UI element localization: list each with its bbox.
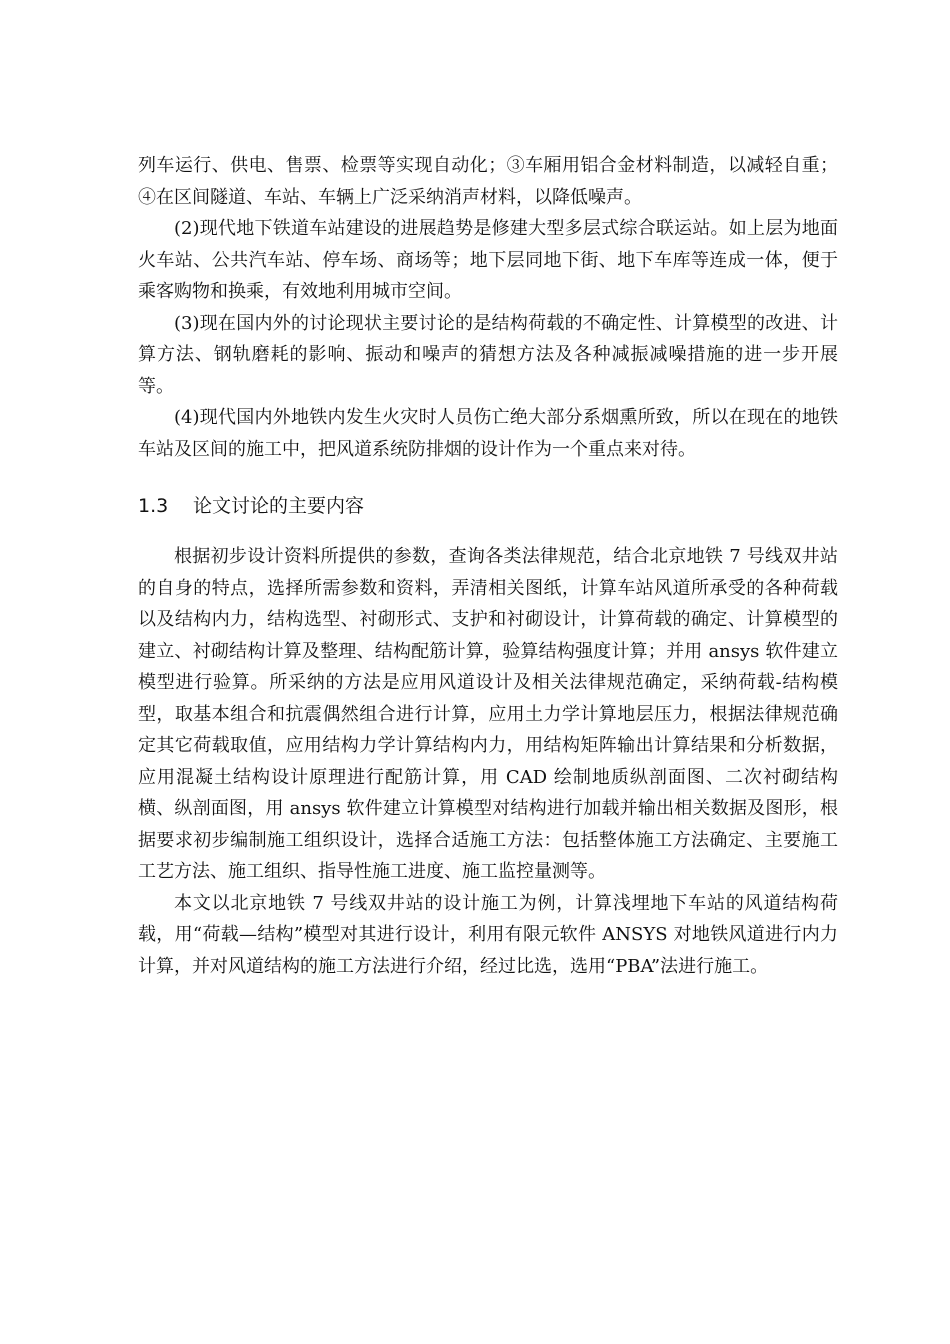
section-title: 论文讨论的主要内容 (193, 495, 365, 517)
paragraph-item-4: (4)现代国内外地铁内发生火灾时人员伤亡绝大部分系烟熏所致，所以在现在的地铁车站及区间的施工中，把风道系统防排烟的设计作为一个重点来对待。 (138, 407, 838, 460)
paragraph-continuation: 列车运行、供电、售票、检票等实现自动化；③车厢用铝合金材料制造，以减轻自重；④在区间隧道、车站、车辆上广泛采纳消声材料，以降低噪声。 (138, 155, 838, 208)
paragraph-item-2: (2)现代地下铁道车站建设的进展趋势是修建大型多层式综合联运站。如上层为地面火车站、公共汽车站、停车场、商场等；地下层同地下街、地下车库等连成一体，便于乘客购物和换乘，有效地利用城市空间。 (138, 218, 838, 302)
paragraph-summary: 本文以北京地铁 7 号线双井站的设计施工为例，计算浅埋地下车站的风道结构荷载，用“荷载—结构”模型对其进行设计，利用有限元软件 ANSYS 对地铁风道进行内力计算，并对风道结构的施工方法进行介绍，经过比选，选用“PBA”法进行施工。 (138, 892, 838, 977)
page-content (138, 150, 838, 982)
paragraph-main-content: 根据初步设计资料所提供的参数，查询各类法律规范，结合北京地铁 7 号线双井站的自身的特点，选择所需参数和资料，弄清相关图纸，计算车站风道所承受的各种荷载以及结构内力，结构选型、衬砌形式、支护和衬砌设计，计算荷载的确定、计算模型的建立、衬砌结构计算及整理、结构配筋计算，验算结构强度计算；并用 ansys 软件建立模型进行验算。所采纳的方法是应用风道设计及相关法律规范确定，采纳荷载-结构模型，取基本组合和抗震偶然组合进行计算，应用土力学计算地层压力，根据法律规范确定其它荷载取值，应用结构力学计算结构内力，用结构矩阵输出计算结果和分析数据，应用混凝土结构设计原理进行配筋计算，用 CAD 绘制地质纵剖面图、二次衬砌结构横、纵剖面图，用 ansys 软件建立计算模型对结构进行加载并输出相关数据及图形，根据要求初步编制施工组织设计，选择合适施工方法：包括整体施工方法确定、主要施工工艺方法、施工组织、指导性施工进度、施工监控量测等。 (138, 546, 838, 882)
section-number: 1.3 (138, 495, 169, 517)
paragraph-item-3: (3)现在国内外的讨论现状主要讨论的是结构荷载的不确定性、计算模型的改进、计算方法、钢轨磨耗的影响、振动和噪声的猜想方法及各种减振减噪措施的进一步开展等。 (138, 312, 838, 397)
section-heading (138, 491, 838, 521)
